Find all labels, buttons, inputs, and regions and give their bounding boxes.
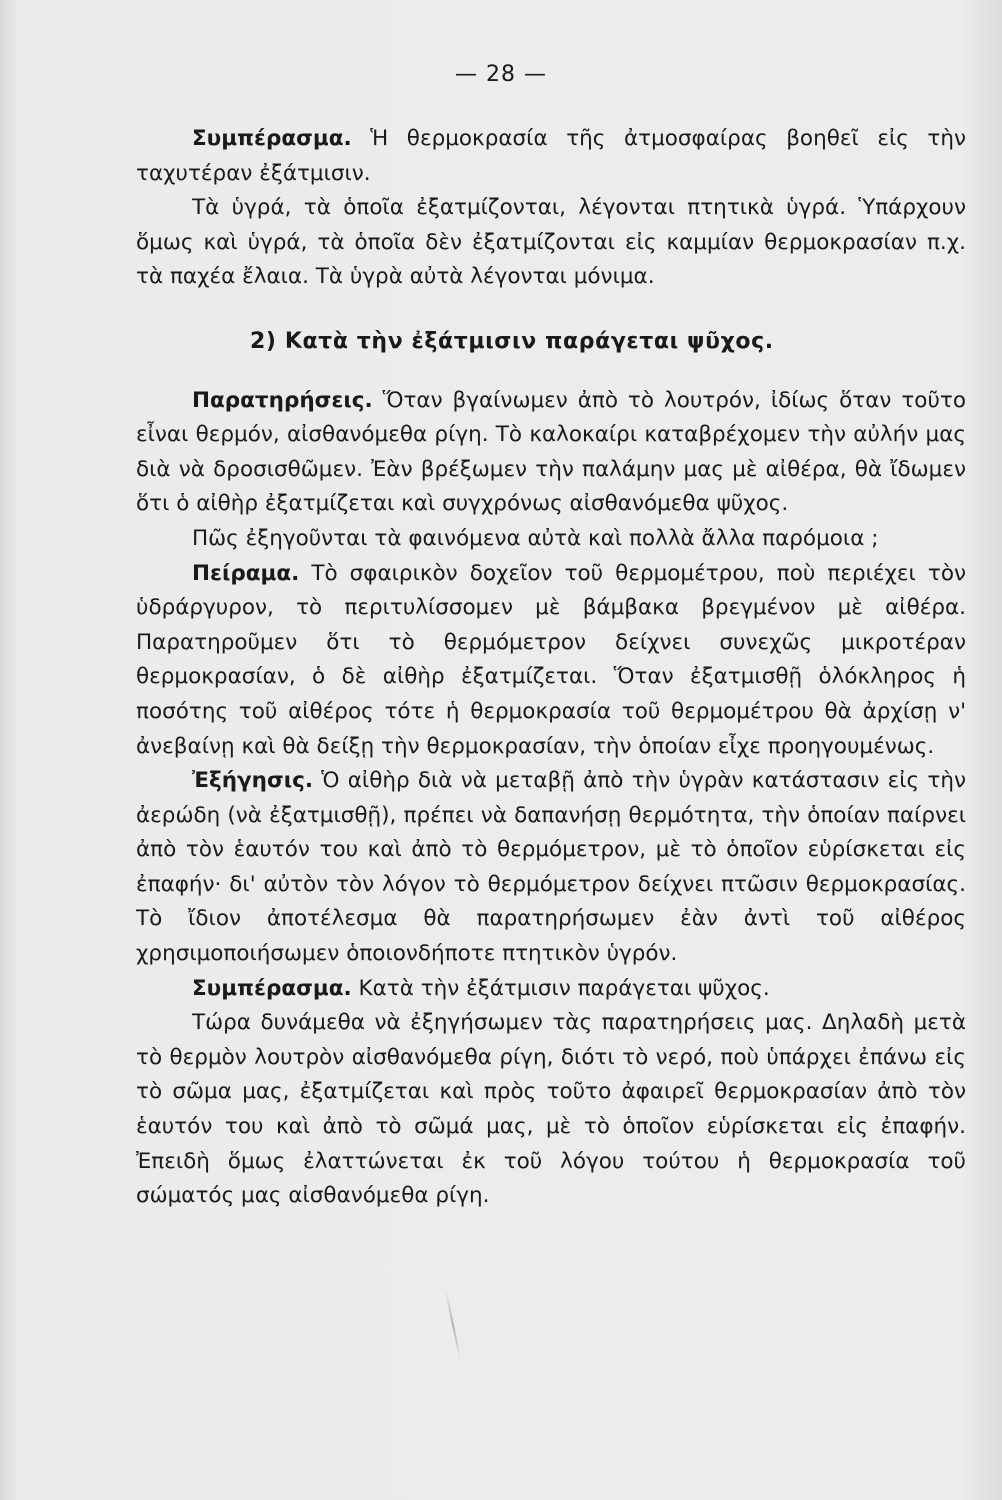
final-paragraph: Τώρα δυνάμεθα νὰ ἐξηγήσωμεν τὰς παρατηρήσεις μας. Δηλαδὴ μετὰ τὸ θερμὸν λουτρὸν αἰσθανόμεθα ρίγη, διότι τὸ νερό, ποὺ ὑπάρχει ἐπάνω εἰς τὸ σῶμα μας, ἐξατμίζεται καὶ πρὸς τοῦτο ἀφαιρεῖ θερμοκρασίαν ἀπὸ τὸν ἑαυτόν του καὶ ἀπὸ τὸ σῶμά μας, μὲ τὸ ὁποῖον εὑρίσκεται εἰς ἐπαφήν. Ἐπειδὴ ὅμως ἐλαττώνεται ἐκ τοῦ λόγου τούτου ἡ θερμοκρασία τοῦ σώματός μας αἰσθανόμεθα ρίγη. [136,1010,966,1209]
paper-crease [445,1291,462,1360]
conclusion-label-2: Συμπέρασμα. [192,975,352,1001]
conclusion-text-2: Κατὰ τὴν ἐξάτμισιν παράγεται ψῦχος. [351,975,770,1001]
observations-label: Παρατηρήσεις. [192,387,373,413]
page-number: — 28 — [455,62,547,87]
page-body [136,122,966,1214]
conclusion-text: Ἡ θερμοκρασία τῆς ἀτμοσφαίρας βοηθεῖ εἰς τὴν ταχυτέραν ἐξάτμισιν. [136,126,966,186]
observations-text: Ὅταν βγαίνωμεν ἀπὸ τὸ λουτρόν, ἰδίως ὅταν τοῦτο εἶναι θερμόν, αἰσθανόμεθα ρίγη. Τὸ καλοκαίρι καταβρέχομεν τὴν αὐλήν μας διὰ νὰ δροσισθῶμεν. Ἐὰν βρέξωμεν τὴν παλάμην μας μὲ αἰθέρα, θὰ ἴδωμεν ὅτι ὁ αἰθὴρ ἐξατμίζεται καὶ συγχρόνως αἰσθανόμεθα ψῦχος. [136,387,966,517]
conclusion-label: Συμπέρασμα. [192,126,352,151]
observations-paragraph [136,384,966,522]
conclusion-paragraph-2 [136,972,966,1007]
question-paragraph: Πῶς ἐξηγοῦνται τὰ φαινόμενα αὐτὰ καὶ πολλὰ ἄλλα παρόμοια ; [192,525,879,551]
explanation-paragraph [136,764,966,972]
experiment-label: Πείραμα. [192,560,300,586]
conclusion-paragraph-1 [136,122,966,191]
volatile-liquids-paragraph: Τὰ ὑγρά, τὰ ὁποῖα ἐξατμίζονται, λέγονται πτητικὰ ὑγρά. Ὑπάρχουν ὅμως καὶ ὑγρά, τὰ ὁποῖα δὲν ἐξατμίζονται εἰς καμμίαν θερμοκρασίαν π.χ. τὰ παχέα ἔλαια. Τὰ ὑγρὰ αὐτὰ λέγονται μόνιμα. [136,195,966,290]
section-heading: 2) Κατὰ τὴν ἐξάτμισιν παράγεται ψῦχος. [250,328,774,354]
explanation-text: Ὁ αἰθὴρ διὰ νὰ μεταβῇ ἀπὸ τὴν ὑγρὰν κατάστασιν εἰς τὴν ἀερώδη (νὰ ἐξατμισθῇ), πρέπει νὰ δαπανήσῃ θερμότητα, τὴν ὁποίαν παίρνει ἀπὸ τὸν ἑαυτόν του καὶ ἀπὸ τὸ θερμόμετρον, μὲ τὸ ὁποῖον εὑρίσκεται εἰς ἐπαφήν· δι' αὐτὸν τὸν λόγον τὸ θερμόμετρον δείχνει πτῶσιν θερμοκρασίας. Τὸ ἴδιον ἀποτέλεσμα θὰ παρατηρήσωμεν ἐὰν ἀντὶ τοῦ αἰθέρος χρησιμοποιήσωμεν ὁποιονδήποτε πτητικὸν ὑγρόν. [136,768,966,967]
experiment-text: Τὸ σφαιρικὸν δοχεῖον τοῦ θερμομέτρου, ποὺ περιέχει τὸν ὑδράργυρον, τὸ περιτυλίσσομεν μὲ βάμβακα βρεγμένον μὲ αἰθέρα. Παρατηροῦμεν ὅτι τὸ θερμόμετρον δείχνει συνεχῶς μικροτέραν θερμοκρασίαν, ὁ δὲ αἰθὴρ ἐξατμίζεται. Ὅταν ἐξατμισθῇ ὁλόκληρος ἡ ποσότης τοῦ αἰθέρος τότε ἡ θερμοκρασία τοῦ θερμομέτρου θὰ ἀρχίσῃ ν' ἀνεβαίνῃ καὶ θὰ δείξῃ τὴν θερμοκρασίαν, τὴν ὁποίαν εἶχε προηγουμένως. [136,560,966,759]
explanation-label: Ἐξήγησις. [192,768,314,794]
experiment-paragraph [136,557,966,765]
